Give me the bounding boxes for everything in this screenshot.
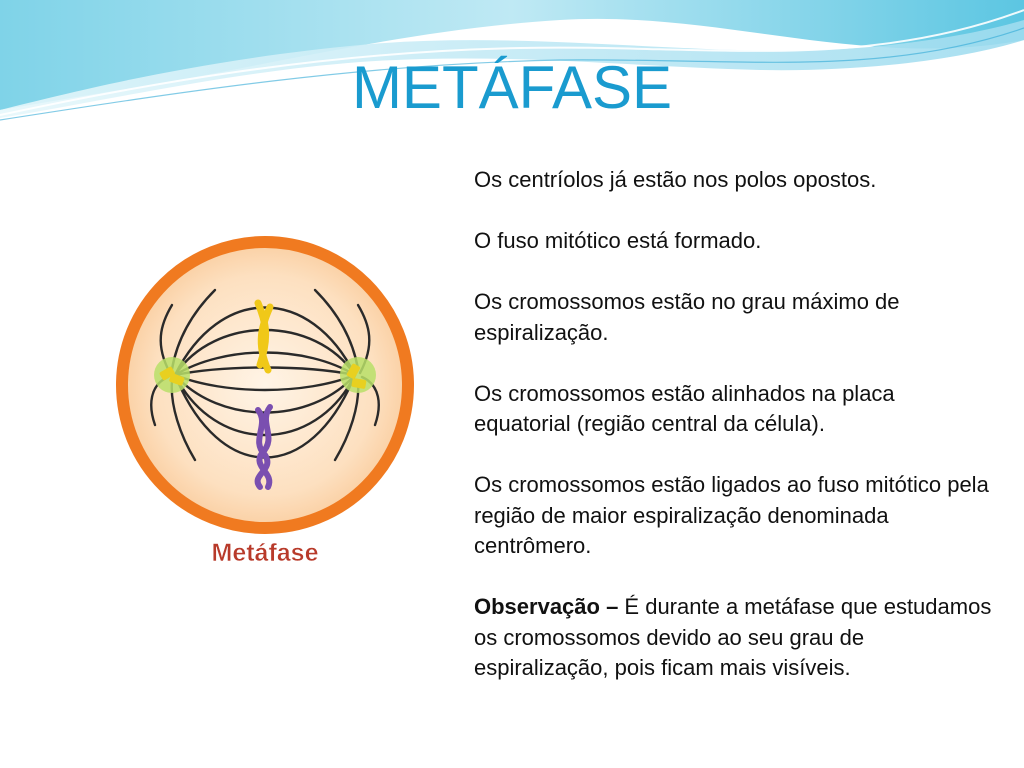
paragraph-spiralization: Os cromossomos estão no grau máximo de espiralização.: [474, 289, 900, 345]
chromosome-purple: [258, 407, 270, 487]
content-body: [474, 165, 994, 714]
paragraph-centromere: Os cromossomos estão ligados ao fuso mitótico pela região de maior espiralização denominada centrômero.: [474, 472, 989, 558]
slide-title: METÁFASE: [351, 54, 673, 121]
observation-label: Observação –: [474, 594, 619, 619]
centriole-right: [340, 357, 376, 393]
figure-caption: Metáfase: [211, 539, 319, 567]
paragraph-spindle: O fuso mitótico está formado.: [474, 228, 762, 253]
metaphase-illustration: [100, 225, 430, 580]
observation-text: É durante a metáfase que estudamos os cromossomos devido ao seu grau de espiralização, pois ficam mais visíveis.: [474, 594, 992, 680]
paragraph-equatorial-plate: Os cromossomos estão alinhados na placa equatorial (região central da célula).: [474, 380, 895, 436]
paragraph-observation: [474, 592, 994, 684]
centriole-left: [154, 357, 190, 393]
paragraph-centrioles: Os centríolos já estão nos polos opostos.: [474, 167, 877, 192]
cell-diagram: [100, 225, 430, 580]
